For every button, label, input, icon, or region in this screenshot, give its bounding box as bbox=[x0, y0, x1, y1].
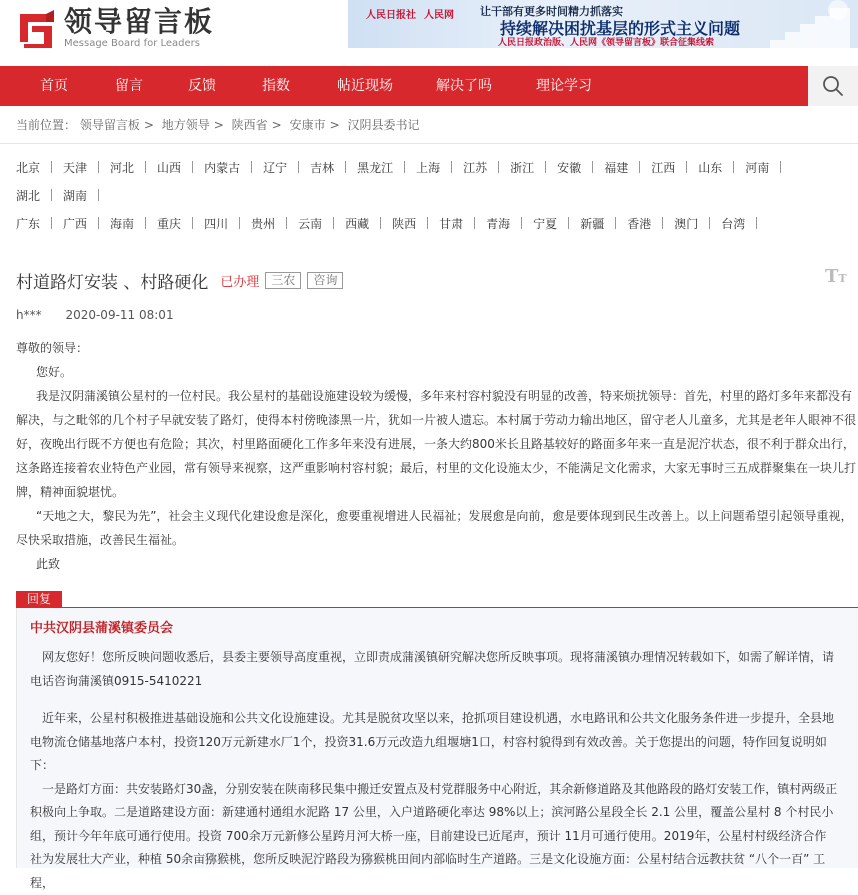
province-separator bbox=[780, 161, 781, 173]
post-hello: 您好。 bbox=[16, 360, 858, 384]
site-header bbox=[0, 0, 858, 66]
province-separator bbox=[98, 217, 99, 229]
province-separator bbox=[192, 161, 193, 173]
province-separator bbox=[662, 217, 663, 229]
province-list-row-2 bbox=[16, 186, 110, 204]
province-link[interactable]: 江西 bbox=[651, 159, 675, 176]
province-link[interactable]: 山西 bbox=[157, 159, 181, 176]
province-separator bbox=[286, 217, 287, 229]
province-separator bbox=[251, 161, 252, 173]
reply-paragraph: 近年来，公星村积极推进基础设施和公共文化设施建设。尤其是脱贫攻坚以来，抢抓项目建设机遇，水电路讯和公共文化服务条件进一步提升，全县地电物流仓储基地落户本村，投资120万元新建水厂1个，投资31.6万元改造九组堰塘1口，村容村貌得到有效改善。关于您提出的问题，特作回复说明如下： bbox=[30, 707, 838, 778]
divider bbox=[0, 143, 858, 144]
logo-mark-icon bbox=[16, 8, 56, 48]
province-separator bbox=[756, 217, 757, 229]
province-separator bbox=[686, 161, 687, 173]
breadcrumb-item[interactable]: 地方领导 bbox=[162, 118, 210, 132]
province-separator bbox=[404, 161, 405, 173]
banner-stairs-illustration bbox=[760, 0, 850, 48]
post-header bbox=[16, 268, 343, 293]
post-paragraph: “天地之大，黎民为先”，社会主义现代化建设愈是深化，愈要重视增进人民福祉；发展愈是向前，愈是要体现到民生改善上。以上问题希望引起领导重视，尽快采取措施，改善民生福祉。 bbox=[16, 504, 858, 552]
province-separator bbox=[333, 217, 334, 229]
province-link[interactable]: 青海 bbox=[486, 215, 510, 232]
post-date: 2020-09-11 08:01 bbox=[65, 308, 173, 322]
province-separator bbox=[298, 161, 299, 173]
province-separator bbox=[521, 217, 522, 229]
province-separator bbox=[145, 217, 146, 229]
province-link[interactable]: 四川 bbox=[204, 215, 228, 232]
province-link[interactable]: 陕西 bbox=[392, 215, 416, 232]
province-link[interactable]: 浙江 bbox=[510, 159, 534, 176]
reply-body bbox=[30, 646, 838, 895]
province-link[interactable]: 新疆 bbox=[580, 215, 604, 232]
banner-brand-2: 人民网 bbox=[424, 6, 454, 21]
province-separator bbox=[545, 161, 546, 173]
post-greeting: 尊敬的领导： bbox=[16, 336, 858, 360]
reply-organization: 中共汉阴县蒲溪镇委员会 bbox=[30, 617, 173, 636]
breadcrumb bbox=[16, 116, 419, 133]
province-link[interactable]: 香港 bbox=[627, 215, 651, 232]
reply-label: 回复 bbox=[16, 591, 62, 608]
province-separator bbox=[568, 217, 569, 229]
province-link[interactable]: 湖南 bbox=[63, 187, 87, 204]
province-link[interactable]: 西藏 bbox=[345, 215, 369, 232]
reply-paragraph: 网友您好！您所反映问题收悉后，县委主要领导高度重视，立即责成蒲溪镇研究解决您所反映事项。现将蒲溪镇办理情况转载如下，如需了解详情，请电话咨询蒲溪镇0915-5410221 bbox=[30, 646, 838, 693]
font-size-icon-glyph: T bbox=[825, 266, 838, 287]
province-link[interactable]: 澳门 bbox=[674, 215, 698, 232]
province-link[interactable]: 广西 bbox=[63, 215, 87, 232]
breadcrumb-item[interactable]: 汉阴县委书记 bbox=[347, 118, 419, 132]
province-link[interactable]: 黑龙江 bbox=[357, 159, 393, 176]
province-link[interactable]: 吉林 bbox=[310, 159, 334, 176]
province-link[interactable]: 甘肃 bbox=[439, 215, 463, 232]
province-separator bbox=[51, 189, 52, 201]
province-separator bbox=[592, 161, 593, 173]
logo-title: 领导留言板 bbox=[64, 7, 214, 37]
status-badge: 已办理 bbox=[220, 271, 259, 290]
reply-divider bbox=[16, 607, 858, 608]
province-link[interactable]: 北京 bbox=[16, 159, 40, 176]
nav-feedback[interactable]: 反馈 bbox=[188, 66, 216, 106]
post-paragraph: 我是汉阴蒲溪镇公星村的一位村民。我公星村的基础设施建设较为缓慢，多年来村容村貌没有明显的改善，特来烦扰领导：首先，村里的路灯多年来都没有解决，与之毗邻的几个村子早就安装了路灯，使得本村傍晚漆黑一片，犹如一片被人遗忘。本村属于劳动力输出地区，留守老人儿童多，尤其是老年人眼神不很好，夜晚出行既不方便也有危险；其次，村里路面硬化工作多年来没有进展，一条大约800米长且路基较好的路面多年来一直是泥泞状态，很不利于群众出行，这条路连接着农业特色产业园，常有领导来视察，这严重影响村容村貌；最后，村里的文化设施太少，不能满足文化需求，大家无事时三五成群聚集在一块儿打牌，精神面貌堪忧。 bbox=[16, 384, 858, 504]
province-separator bbox=[427, 217, 428, 229]
banner-line-3: 人民日报政治版、人民网《领导留言板》联合征集线索 bbox=[498, 35, 714, 48]
post-meta bbox=[16, 308, 174, 322]
province-separator bbox=[98, 161, 99, 173]
province-link[interactable]: 海南 bbox=[110, 215, 134, 232]
breadcrumb-item[interactable]: 安康市 bbox=[290, 118, 326, 132]
post-tag[interactable]: 咨询 bbox=[307, 272, 343, 289]
breadcrumb-separator: > bbox=[144, 118, 154, 132]
province-list-row-3 bbox=[16, 214, 768, 232]
province-separator bbox=[498, 161, 499, 173]
province-link[interactable]: 上海 bbox=[416, 159, 440, 176]
province-separator bbox=[192, 217, 193, 229]
search-icon bbox=[822, 75, 844, 97]
province-separator bbox=[709, 217, 710, 229]
font-size-icon-small: T bbox=[838, 272, 846, 285]
province-link[interactable]: 云南 bbox=[298, 215, 322, 232]
province-separator bbox=[239, 217, 240, 229]
top-banner-ad[interactable] bbox=[348, 0, 858, 48]
banner-line-1: 让干部有更多时间精力抓落实 bbox=[480, 3, 623, 19]
province-separator bbox=[51, 161, 52, 173]
province-separator bbox=[474, 217, 475, 229]
province-separator bbox=[639, 161, 640, 173]
reply-paragraph: 一是路灯方面：共安装路灯30盏，分别安装在陕南移民集中搬迁安置点及村党群服务中心附近，其余新修道路及其他路段的路灯安装工作，镇村两级正积极向上争取。二是道路建设方面：新建通村通组水泥路 17 公里，入户道路硬化率达 98%以上；滨河路公星段全长 2.1 公里，覆盖公星村 8 个村民小组，预计今年年底可通行使用。投资 700余万元新修公星跨月河大桥一座，目前建设已近尾声，预计 11月可通行使用。2019年，公星村村级经济合作社为发展壮大产业，种植 50余亩猕猴桃，您所反映泥泞路段为猕猴桃田间内部临时生产道路。三是文化设施方面：公星村结合远教扶贫 “八个一百” 工程， bbox=[30, 778, 838, 895]
province-link[interactable]: 福建 bbox=[604, 159, 628, 176]
font-size-icon[interactable] bbox=[825, 266, 847, 287]
province-link[interactable]: 河南 bbox=[745, 159, 769, 176]
province-separator bbox=[98, 189, 99, 201]
search-button[interactable] bbox=[808, 66, 858, 106]
province-list-row-1 bbox=[16, 158, 792, 176]
province-link[interactable]: 广东 bbox=[16, 215, 40, 232]
province-link[interactable]: 河北 bbox=[110, 159, 134, 176]
province-link[interactable]: 江苏 bbox=[463, 159, 487, 176]
banner-brand-1: 人民日报社 bbox=[366, 6, 416, 21]
province-link[interactable]: 山东 bbox=[698, 159, 722, 176]
province-link[interactable]: 宁夏 bbox=[533, 215, 557, 232]
breadcrumb-separator: > bbox=[272, 118, 282, 132]
nav-theory[interactable]: 理论学习 bbox=[536, 66, 592, 106]
breadcrumb-item[interactable]: 陕西省 bbox=[232, 118, 268, 132]
province-link[interactable]: 重庆 bbox=[157, 215, 181, 232]
province-link[interactable]: 贵州 bbox=[251, 215, 275, 232]
province-separator bbox=[733, 161, 734, 173]
breadcrumb-separator: > bbox=[330, 118, 340, 132]
post-title: 村道路灯安装 、村路硬化 bbox=[16, 268, 208, 293]
province-separator bbox=[145, 161, 146, 173]
province-link[interactable]: 台湾 bbox=[721, 215, 745, 232]
breadcrumb-separator: > bbox=[214, 118, 224, 132]
main-nav bbox=[0, 66, 858, 106]
nav-on-site[interactable]: 帖近现场 bbox=[337, 66, 393, 106]
post-closing: 此致 bbox=[16, 552, 858, 576]
banner-line-2: 持续解决困扰基层的形式主义问题 bbox=[500, 16, 740, 39]
post-body bbox=[16, 336, 858, 576]
province-separator bbox=[380, 217, 381, 229]
province-link[interactable]: 湖北 bbox=[16, 187, 40, 204]
province-separator bbox=[345, 161, 346, 173]
province-link[interactable]: 安徽 bbox=[557, 159, 581, 176]
breadcrumb-prefix: 当前位置： bbox=[16, 118, 76, 132]
post-author: h*** bbox=[16, 308, 42, 322]
province-link[interactable]: 内蒙古 bbox=[204, 159, 240, 176]
logo-subtitle: Message Board for Leaders bbox=[64, 38, 214, 50]
nav-index[interactable]: 指数 bbox=[262, 66, 290, 106]
breadcrumb-item[interactable]: 领导留言板 bbox=[80, 118, 140, 132]
site-logo[interactable] bbox=[16, 6, 214, 50]
nav-solved[interactable]: 解决了吗 bbox=[436, 66, 492, 106]
nav-home[interactable]: 首页 bbox=[40, 66, 68, 106]
province-link[interactable]: 辽宁 bbox=[263, 159, 287, 176]
province-link[interactable]: 天津 bbox=[63, 159, 87, 176]
province-separator bbox=[615, 217, 616, 229]
province-separator bbox=[451, 161, 452, 173]
province-separator bbox=[51, 217, 52, 229]
nav-message[interactable]: 留言 bbox=[115, 66, 143, 106]
post-tag[interactable]: 三农 bbox=[265, 272, 301, 289]
